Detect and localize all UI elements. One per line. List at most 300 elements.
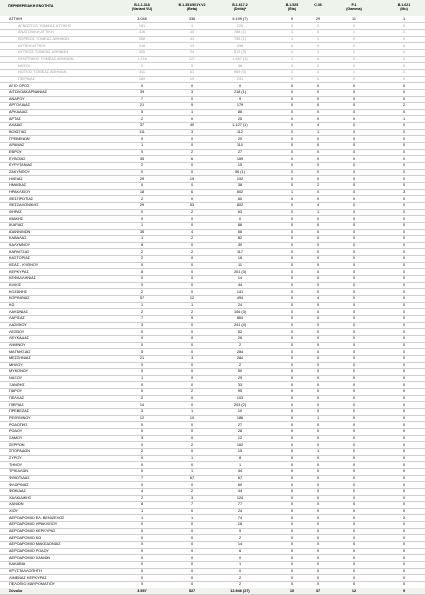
- variant-count: 15: [237, 163, 243, 168]
- variant-count: 103: [236, 396, 244, 401]
- region-name: ΑΡΓΟΛΙΔΑΣ: [9, 103, 31, 108]
- variant-count: 4: [316, 70, 320, 75]
- variant-count: 494: [236, 296, 244, 301]
- variant-count: 336: [188, 17, 196, 21]
- variant-count: 11: [352, 17, 356, 21]
- variant-count: 111: [139, 130, 145, 135]
- variant-count: 29: [237, 376, 243, 381]
- variant-count: 0: [190, 568, 194, 573]
- variant-count: 12: [189, 296, 195, 301]
- variant-count: 0: [402, 509, 406, 514]
- variant-count: 66: [237, 229, 243, 234]
- variant-count: 203 (2): [233, 402, 247, 407]
- variant-count: 0: [316, 229, 320, 234]
- variant-count: 0: [316, 349, 320, 354]
- variant-count: 0: [402, 376, 406, 381]
- variant-count: 0: [402, 156, 406, 161]
- variant-count: 2: [190, 389, 194, 394]
- variant-count: 29: [139, 203, 145, 208]
- variant-count: 0: [402, 409, 406, 414]
- variant-count: 0: [352, 502, 356, 507]
- variant-count: 0: [316, 522, 320, 527]
- variant-count: 3: [190, 130, 194, 135]
- variant-count: 5: [140, 349, 144, 354]
- variant-count: 0: [316, 243, 320, 248]
- region-name: ΦΛΩΡΙΝΑΣ: [9, 482, 29, 487]
- variant-count: 0: [190, 289, 194, 294]
- variant-count: 10: [237, 409, 243, 414]
- variant-count: 6: [316, 56, 320, 61]
- variant-count: 1: [316, 50, 320, 55]
- variant-count: 0: [402, 269, 406, 274]
- variant-count: 1: [140, 376, 144, 381]
- variant-count: 0: [290, 176, 294, 181]
- variant-count: 0: [316, 369, 320, 374]
- variant-count: 0: [402, 489, 406, 494]
- variant-count: 0: [352, 568, 356, 573]
- region-name: ΚΑΛΥΜΝΟΥ: [9, 243, 31, 248]
- variant-count: 0: [190, 396, 194, 401]
- variant-count: 0: [316, 376, 320, 381]
- variant-count: 24: [237, 302, 243, 307]
- variant-count: 0: [190, 283, 194, 287]
- variant-count: 0: [290, 342, 294, 347]
- variant-count: 0: [290, 568, 294, 573]
- variant-count: 0: [352, 416, 356, 420]
- column-header-line2: (Eta): [288, 7, 296, 12]
- variant-count: 56 (1): [235, 169, 245, 174]
- variant-count: 0: [316, 575, 320, 580]
- variant-count: 4: [140, 489, 144, 494]
- variant-count: 0: [402, 582, 406, 587]
- region-name: ΜΗΛΟΥ: [9, 362, 23, 367]
- variant-count: 0: [190, 216, 194, 221]
- variant-count: 0: [352, 369, 356, 374]
- variant-count: 24: [237, 509, 243, 514]
- variant-count: 2: [140, 249, 144, 254]
- variant-count: 0: [290, 156, 294, 161]
- variant-count: 0: [352, 342, 356, 347]
- variant-count: 0: [352, 283, 356, 287]
- variant-count: 0: [352, 382, 356, 387]
- variant-count: 27: [237, 150, 243, 154]
- variant-count: 0: [402, 83, 406, 88]
- variant-count: 0: [290, 482, 294, 487]
- region-name: ΠΙΕΡΙΑΣ: [9, 402, 24, 407]
- variant-count: 0: [352, 216, 356, 221]
- variant-count: 0: [352, 396, 356, 401]
- variant-count: 0: [140, 336, 144, 341]
- variant-count: 1: [316, 449, 320, 454]
- variant-count: 0: [316, 582, 320, 587]
- variant-count: 0: [140, 455, 144, 460]
- variant-count: 67: [189, 475, 195, 480]
- variant-count: 0: [140, 422, 144, 427]
- variant-count: 0: [290, 389, 294, 394]
- variant-count: 0: [290, 150, 294, 154]
- variant-count: 0: [402, 136, 406, 141]
- variant-count: 162: [236, 442, 244, 447]
- region-name: ΙΩΑΝΝΙΝΩΝ: [9, 229, 31, 234]
- variant-count: 311: [138, 70, 146, 75]
- variant-count: 0: [352, 316, 356, 321]
- variant-count: 241: [236, 76, 244, 81]
- variant-count: 0: [352, 50, 356, 55]
- variant-count: 2: [140, 163, 144, 168]
- variant-count: 0: [140, 342, 144, 347]
- column-header-line1: B.1.351/501Y.V2: [178, 3, 206, 7]
- variant-count: 0: [402, 396, 406, 401]
- variant-count: 0: [316, 396, 320, 401]
- variant-count: 2: [140, 396, 144, 401]
- variant-count: 0: [140, 369, 144, 374]
- variant-count: 0: [316, 529, 320, 534]
- variant-count: 0: [290, 402, 294, 407]
- variant-count: 1: [290, 56, 294, 61]
- variant-count: 0: [290, 435, 294, 440]
- variant-count: 2: [238, 582, 242, 587]
- variant-count: 0: [290, 442, 294, 447]
- variant-count: 0: [316, 169, 320, 174]
- region-name: ΚΑΣΤΟΡΙΑΣ: [9, 256, 31, 261]
- region-name: ΡΕΘΥΜΝΟΥ: [9, 416, 31, 420]
- variant-count: 1: [352, 30, 356, 35]
- region-name: ΑΕΡΟΔΡΟΜΙΟ ΚΩ: [9, 535, 42, 540]
- variant-count: 127: [188, 56, 196, 61]
- variant-count: 3: [190, 356, 194, 361]
- variant-count: 0: [402, 56, 406, 61]
- variant-count: 6: [190, 156, 194, 161]
- variant-count: 10: [189, 416, 195, 420]
- variant-count: 2: [190, 236, 194, 241]
- column-header-line1: B.1.621: [397, 3, 411, 7]
- variant-count: 0: [402, 402, 406, 407]
- variant-count: 0: [316, 309, 320, 314]
- variant-count: 0: [402, 322, 406, 327]
- variant-count: 0: [352, 402, 356, 407]
- variant-count: 0: [402, 549, 406, 553]
- variant-count: 0: [352, 103, 356, 108]
- variant-count: 39: [139, 90, 145, 95]
- variant-count: 0: [352, 429, 356, 434]
- variant-count: 8: [238, 455, 242, 460]
- variant-count: 0: [316, 362, 320, 367]
- region-name: ΠΕΛΛΑΣ: [9, 396, 25, 401]
- variant-count: 0: [290, 163, 294, 168]
- variant-count: 30: [237, 243, 243, 248]
- variant-count: 201 (3): [233, 269, 247, 274]
- variant-count: 0: [352, 289, 356, 294]
- region-name: ΑΙΤΩΛΟΑΚΑΡΝΑΝΙΑΣ: [9, 90, 48, 95]
- region-name: ΤΗΝΟΥ: [9, 462, 23, 467]
- variant-count: 0: [402, 429, 406, 434]
- region-name: ΝΑΞΟΥ: [9, 376, 23, 381]
- variant-count: 0: [190, 243, 194, 248]
- variant-count: 0: [290, 83, 294, 88]
- variant-count: 0: [140, 582, 144, 587]
- variant-count: 0: [402, 216, 406, 221]
- variant-count: 3.048: [137, 17, 147, 21]
- variant-count: 0: [402, 382, 406, 387]
- region-name: ΘΕΣΠΡΩΤΙΑΣ: [9, 196, 34, 201]
- variant-count: 0: [140, 362, 144, 367]
- variant-count: 0: [402, 36, 406, 41]
- region-name: ΔΥΤΙΚΟΣ ΤΟΜΕΑΣ ΑΘΗΝΩΝ: [18, 50, 68, 55]
- variant-count: 0: [352, 136, 356, 141]
- variant-count: 0: [190, 575, 194, 580]
- variant-count: 0: [402, 422, 406, 427]
- variant-count: 0: [402, 309, 406, 314]
- variant-count: 0: [290, 495, 294, 500]
- variant-count: 2: [238, 342, 242, 347]
- region-name: ΣΠΟΡΑΔΩΝ: [9, 449, 30, 454]
- variant-count: 0: [352, 469, 356, 474]
- variant-count: 0: [352, 329, 356, 334]
- region-name: ΚΑΒΑΛΑΣ: [9, 236, 27, 241]
- region-name: ΝΗΣΟΙ: [18, 63, 30, 68]
- variant-count: 0: [190, 562, 194, 567]
- variant-count: 60: [237, 482, 243, 487]
- region-name: ΛΑΡΙΣΑΣ: [9, 316, 25, 321]
- variant-count: 0: [352, 183, 356, 188]
- variant-count: 0: [352, 362, 356, 367]
- variant-count: 0: [352, 56, 356, 61]
- variant-count: 0: [402, 43, 406, 48]
- variant-count: 18: [237, 522, 243, 527]
- variant-count: 1: [190, 110, 194, 115]
- variant-count: 27: [237, 422, 243, 427]
- variant-count: 16: [237, 256, 243, 261]
- variant-count: 0: [402, 435, 406, 440]
- variant-count: 0: [352, 229, 356, 234]
- variant-count: 0: [140, 482, 144, 487]
- variant-count: 0: [190, 435, 194, 440]
- variant-count: 0: [290, 356, 294, 361]
- variant-count: 0: [140, 542, 144, 547]
- variant-count: 0: [140, 562, 144, 567]
- variant-count: 0: [402, 130, 406, 135]
- variant-count: 11: [238, 263, 242, 268]
- variant-count: 2: [190, 209, 194, 214]
- variant-count: 0: [140, 216, 144, 221]
- column-header: [382, 3, 425, 11]
- column-header-line1: B.1.525: [285, 3, 299, 7]
- variant-count: 0: [402, 76, 406, 81]
- variant-count: 7: [190, 502, 194, 507]
- variant-count: 0: [316, 568, 320, 573]
- variant-count: 37: [315, 588, 321, 593]
- region-name: ΛΕΥΚΑΔΑΣ: [9, 336, 30, 341]
- variant-count: 29: [139, 176, 145, 181]
- variant-count: 1.687 (3): [232, 56, 248, 61]
- variant-count: 0: [316, 462, 320, 467]
- variant-count: 0: [190, 256, 194, 261]
- region-name: ΕΥΒΟΙΑΣ: [9, 156, 26, 161]
- variant-count: 3: [140, 435, 144, 440]
- variant-count: 0: [402, 555, 406, 560]
- region-name: ΑΝΔΡΟΥ: [9, 96, 25, 101]
- variant-count: 0: [352, 542, 356, 547]
- variant-count: 0: [402, 535, 406, 540]
- region-name: ΑΓΙΟ ΟΡΟΣ: [9, 83, 30, 88]
- column-header-line2: (Delta)*: [233, 7, 247, 12]
- variant-count: 30: [189, 30, 195, 35]
- variant-count: 0: [402, 123, 406, 128]
- variant-count: 95: [237, 389, 243, 394]
- variant-count: 0: [316, 189, 320, 194]
- variant-count: 18: [139, 189, 145, 194]
- variant-count: 9: [290, 17, 294, 21]
- variant-count: 0: [352, 575, 356, 580]
- variant-count: 0: [316, 336, 320, 341]
- region-name: ΒΟΙΩΤΙΑΣ: [9, 130, 27, 135]
- variant-count: 0: [352, 209, 356, 214]
- variant-count: 4: [316, 203, 320, 208]
- variant-count: 0: [316, 63, 320, 68]
- variant-count: 0: [190, 582, 194, 587]
- variant-count: 0: [290, 123, 294, 128]
- variant-count: 1: [190, 455, 194, 460]
- region-name: ΑΕΡΟΔΡΟΜΙΟ ΚΕΡΚΥΡΑΣ: [9, 529, 56, 534]
- variant-count: 0: [352, 43, 356, 48]
- variant-count: 3: [402, 189, 406, 194]
- variant-count: 0: [352, 96, 356, 101]
- variant-count: 61: [189, 70, 195, 75]
- variant-count: 0: [190, 96, 194, 101]
- region-name: ΚΙΛΚΙΣ: [9, 283, 22, 287]
- variant-count: 0: [316, 150, 320, 154]
- variant-count: 0: [316, 316, 320, 321]
- variant-count: 0: [352, 522, 356, 527]
- variant-count: 0: [352, 150, 356, 154]
- variant-count: 2: [316, 183, 320, 188]
- variant-count: 0: [402, 70, 406, 75]
- variant-count: 110: [236, 143, 244, 148]
- variant-count: 0: [352, 356, 356, 361]
- variant-count: 86: [237, 223, 243, 228]
- variant-count: 0: [402, 203, 406, 208]
- variant-count: 0: [316, 83, 320, 88]
- variant-count: 0: [140, 469, 144, 474]
- variant-count: 74: [237, 515, 243, 520]
- variant-count: 9: [190, 316, 194, 321]
- variant-count: 1: [140, 236, 144, 241]
- variant-count: 3: [190, 495, 194, 500]
- variant-count: 0: [290, 329, 294, 334]
- variant-count: 0: [190, 163, 194, 168]
- region-name: ΛΙΜΕΝΑΣ ΚΕΡΚΥΡΑΣ: [9, 575, 47, 580]
- variant-count: 21: [139, 356, 145, 361]
- variant-count: 0: [352, 143, 356, 148]
- variant-count: 6: [190, 189, 194, 194]
- variant-count: 0: [402, 143, 406, 148]
- region-name: ΜΕΣΣΗΝΙΑΣ: [9, 356, 31, 361]
- variant-count: 0: [402, 302, 406, 307]
- column-header-line2: (Variant VU): [131, 7, 153, 12]
- region-name: ΜΑΓΝΗΣΙΑΣ: [9, 349, 31, 354]
- variant-count: 77: [237, 502, 243, 507]
- variant-count: 0: [316, 283, 320, 287]
- variant-count: 0: [352, 76, 356, 81]
- variant-count: 0: [402, 542, 406, 547]
- region-name: ΡΟΔΟΥ: [9, 429, 23, 434]
- variant-count: 0: [352, 509, 356, 514]
- variant-count: 0: [190, 276, 194, 281]
- variant-count: 0: [316, 455, 320, 460]
- variant-count: 0: [290, 529, 294, 534]
- variant-count: 0: [290, 549, 294, 553]
- variant-count: 0: [290, 143, 294, 148]
- variant-count: 2: [190, 442, 194, 447]
- variant-count: 0: [190, 555, 194, 560]
- variant-count: 0: [290, 196, 294, 201]
- variant-count: 0: [290, 555, 294, 560]
- variant-count: 0: [316, 389, 320, 394]
- variant-count: 0: [290, 336, 294, 341]
- variant-count: 0: [402, 283, 406, 287]
- variant-count: 0: [402, 23, 406, 28]
- variant-count: 0: [316, 435, 320, 440]
- variant-count: 0: [290, 429, 294, 434]
- region-name: ΠΑΡΟΥ: [9, 389, 23, 394]
- variant-count: 0: [352, 116, 356, 121]
- variant-count: 0: [190, 376, 194, 381]
- variant-count: 44: [237, 489, 243, 494]
- variant-count: 3: [140, 322, 144, 327]
- variant-count: 0: [402, 96, 406, 101]
- variant-count: 36: [237, 63, 243, 68]
- region-name: ΑΓΝΩΣΤΟΣ ΤΟΜΕΑΣ ΑΤΤΙΚΗΣ: [18, 23, 72, 28]
- variant-count: 63: [237, 209, 243, 214]
- variant-count: 0: [190, 116, 194, 121]
- variant-count: 19: [189, 176, 195, 181]
- variant-count: 0: [140, 183, 144, 188]
- variant-count: 0: [238, 216, 242, 221]
- column-header-line2: (Beta): [186, 7, 198, 12]
- variant-count: 0: [190, 509, 194, 514]
- variant-count: 0: [402, 329, 406, 334]
- variant-count: 2: [140, 196, 144, 201]
- variant-count: 0: [316, 475, 320, 480]
- variant-count: 1: [402, 116, 406, 121]
- region-header-label: ΠΕΡΙΦΕΡΕΙΑΚΗ ΕΝΟΤΗΤΑ: [8, 4, 54, 8]
- variant-count: 20: [237, 136, 243, 141]
- variant-count: 864: [236, 316, 244, 321]
- variant-count: 0: [238, 568, 242, 573]
- variant-count: 0: [352, 23, 356, 28]
- region-name: ΕΥΡΥΤΑΝΙΑΣ: [9, 163, 33, 168]
- variant-count: 0: [290, 462, 294, 467]
- variant-count: 0: [290, 216, 294, 221]
- variant-count: 0: [290, 376, 294, 381]
- variant-count: 0: [402, 495, 406, 500]
- variant-count: 0: [402, 196, 406, 201]
- region-name: ΚΟΖΑΝΗΣ: [9, 289, 28, 294]
- variant-count: 179: [236, 103, 244, 108]
- variant-count: 0: [352, 409, 356, 414]
- region-name: ΣΥΡΟΥ: [9, 455, 22, 460]
- variant-count: 0: [290, 515, 294, 520]
- variant-count: 1: [190, 302, 194, 307]
- variant-count: 0: [316, 236, 320, 241]
- variant-count: 0: [140, 522, 144, 527]
- variant-count: 0: [352, 269, 356, 274]
- variant-count: 0: [190, 336, 194, 341]
- variant-count: 0: [290, 283, 294, 287]
- variant-count: 0: [290, 502, 294, 507]
- variant-count: 169: [236, 156, 244, 161]
- variant-count: 0: [352, 495, 356, 500]
